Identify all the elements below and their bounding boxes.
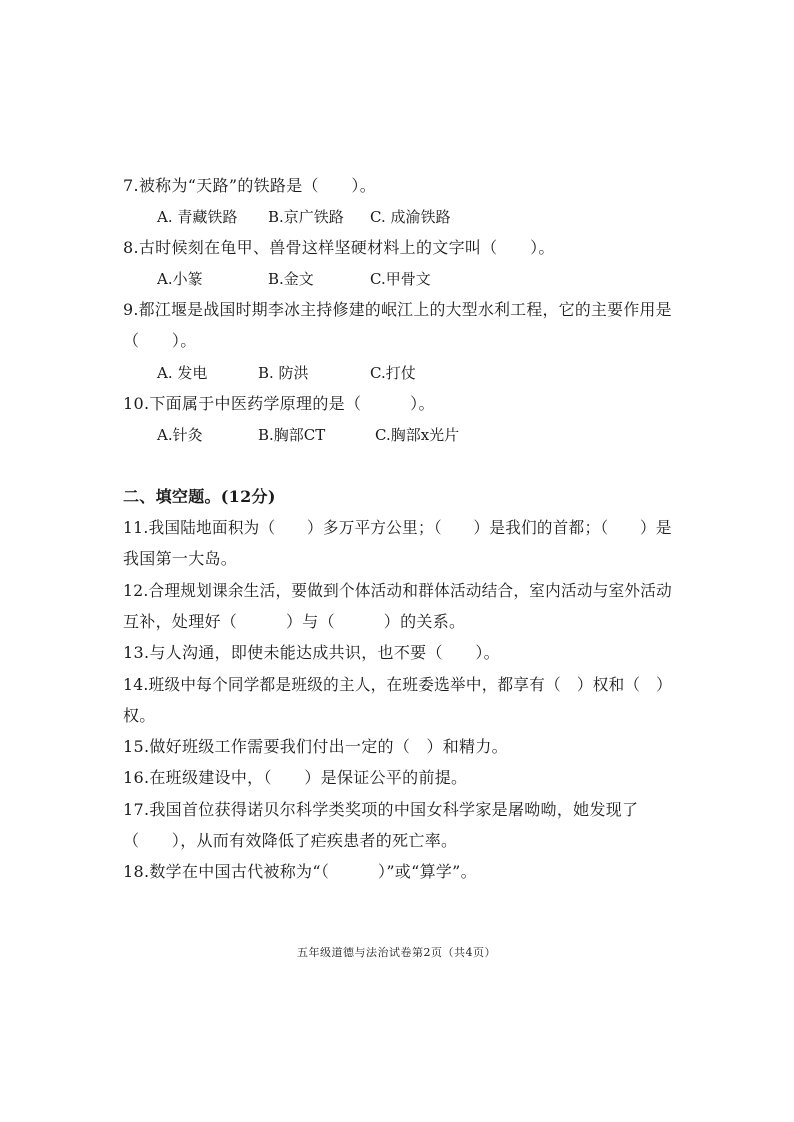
question-10-stem: 10.下面属于中医药学原理的是（ ）。 (123, 394, 435, 413)
section-title: 二、填空题。(12分) (123, 487, 276, 506)
page-footer: 五年级道德与法治试卷第2页（共4页） (297, 946, 496, 959)
question-14-line-2: 权。 (123, 706, 156, 725)
question-11-line-1: 11.我国陆地面积为（ ）多万平方公里；（ ）是我们的首都；（ ）是 (123, 518, 672, 537)
question-14-line-1: 14.班级中每个同学都是班级的主人，在班委选举中，都享有（ ）权和（ ） (123, 675, 673, 694)
question-7-stem: 7.被称为“天路”的铁路是（ ）。 (123, 176, 377, 195)
question-12-line-2: 互补，处理好（ ）与（ ）的关系。 (123, 612, 466, 631)
question-13-line-1: 13.与人沟通，即使未能达成共识，也不要（ ）。 (123, 643, 500, 662)
question-15-line-1: 15.做好班级工作需要我们付出一定的（ ）和精力。 (123, 737, 508, 756)
question-7-option-c: C. 成渝铁路 (370, 208, 451, 226)
question-12-line-1: 12.合理规划课余生活，要做到个体活动和群体活动结合，室内活动与室外活动 (123, 581, 673, 600)
question-9-option-a: A. 发电 (157, 364, 208, 382)
question-10-option-b: B.胸部CT (258, 426, 326, 444)
question-7-option-b: B.京广铁路 (268, 208, 344, 226)
question-11-line-2: 我国第一大岛。 (123, 549, 238, 568)
question-17-line-1: 17.我国首位获得诺贝尔科学类奖项的中国女科学家是屠呦呦，她发现了 (123, 800, 639, 819)
question-8-option-b: B.金文 (268, 270, 314, 288)
question-8-option-a: A.小篆 (157, 270, 203, 288)
question-10-option-c: C.胸部x光片 (375, 426, 460, 444)
question-16-line-1: 16.在班级建设中，（ ）是保证公平的前提。 (123, 768, 468, 787)
question-7-option-a: A. 青藏铁路 (157, 208, 238, 226)
question-18-line-1: 18.数学在中国古代被称为“（ ）”或“算学”。 (123, 862, 477, 881)
question-9-option-c: C.打仗 (370, 364, 416, 382)
question-17-line-2: （ ），从而有效降低了疟疾患者的死亡率。 (123, 831, 458, 850)
question-9-stem-continued: （ ）。 (123, 331, 197, 350)
question-8-stem: 8.古时候刻在龟甲、兽骨这样坚硬材料上的文字叫（ ）。 (123, 238, 555, 257)
question-10-option-a: A.针灸 (157, 426, 203, 444)
question-9-stem: 9.都江堰是战国时期李冰主持修建的岷江上的大型水利工程，它的主要作用是 (123, 300, 672, 319)
question-8-option-c: C.甲骨文 (370, 270, 431, 288)
question-9-option-b: B. 防洪 (258, 364, 309, 382)
